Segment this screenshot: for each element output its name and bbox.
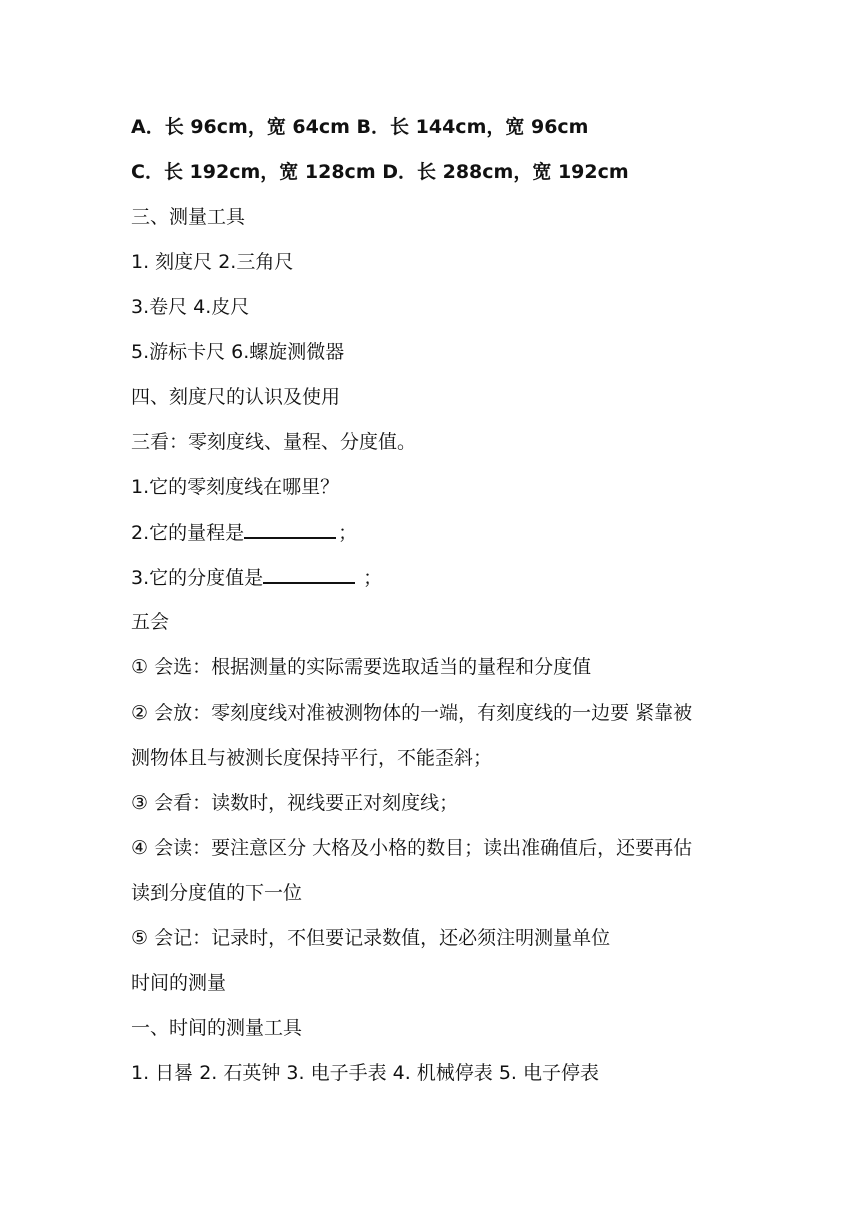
section-heading-time: 时间的测量 <box>131 972 227 994</box>
question-range-line <box>131 519 751 546</box>
tool-list-line-3: 5.游标卡尺 6.螺旋测微器 <box>131 341 345 363</box>
time-tools-list: 1. 日晷 2. 石英钟 3. 电子手表 4. 机械停表 5. 电子停表 <box>131 1062 599 1084</box>
skill-look-line: ③ 会看：读数时，视线要正对刻度线； <box>131 792 459 814</box>
question-zero-line: 1.它的零刻度线在哪里？ <box>131 476 340 498</box>
skill-place-line-1: ② 会放：零刻度线对准被测物体的一端，有刻度线的一边要 紧靠被 <box>131 702 693 724</box>
question-range-end: ； <box>338 522 358 544</box>
tool-list-line-1: 1. 刻度尺 2.三角尺 <box>131 251 294 273</box>
skill-read-line-2: 读到分度值的下一位 <box>131 882 303 904</box>
range-answer-blank <box>244 519 336 539</box>
option-line-ab: A．长 96cm，宽 64cm B．长 144cm，宽 96cm <box>131 116 589 138</box>
three-looks-line: 三看：零刻度线、量程、分度值。 <box>131 431 417 453</box>
time-tools-heading: 一、时间的测量工具 <box>131 1017 303 1039</box>
section-heading-ruler: 四、刻度尺的认识及使用 <box>131 386 341 408</box>
skill-read-line-1: ④ 会读：要注意区分 大格及小格的数目；读出准确值后，还要再估 <box>131 837 693 859</box>
skill-record-line: ⑤ 会记：记录时，不但要记录数值，还必须注明测量单位 <box>131 927 611 949</box>
question-division-line <box>131 564 751 591</box>
question-division-end: ； <box>357 567 383 589</box>
question-division-text: 3.它的分度值是 <box>131 567 264 589</box>
tool-list-line-2: 3.卷尺 4.皮尺 <box>131 296 250 318</box>
skill-place-line-2: 测物体且与被测长度保持平行，不能歪斜； <box>131 747 493 769</box>
option-line-cd: C．长 192cm，宽 128cm D．长 288cm，宽 192cm <box>131 161 629 183</box>
skill-select-line: ① 会选：根据测量的实际需要选取适当的量程和分度值 <box>131 656 592 678</box>
section-heading-tools: 三、测量工具 <box>131 206 246 228</box>
question-range-text: 2.它的量程是 <box>131 522 245 544</box>
five-skills-heading: 五会 <box>131 611 170 633</box>
division-answer-blank <box>263 564 355 584</box>
